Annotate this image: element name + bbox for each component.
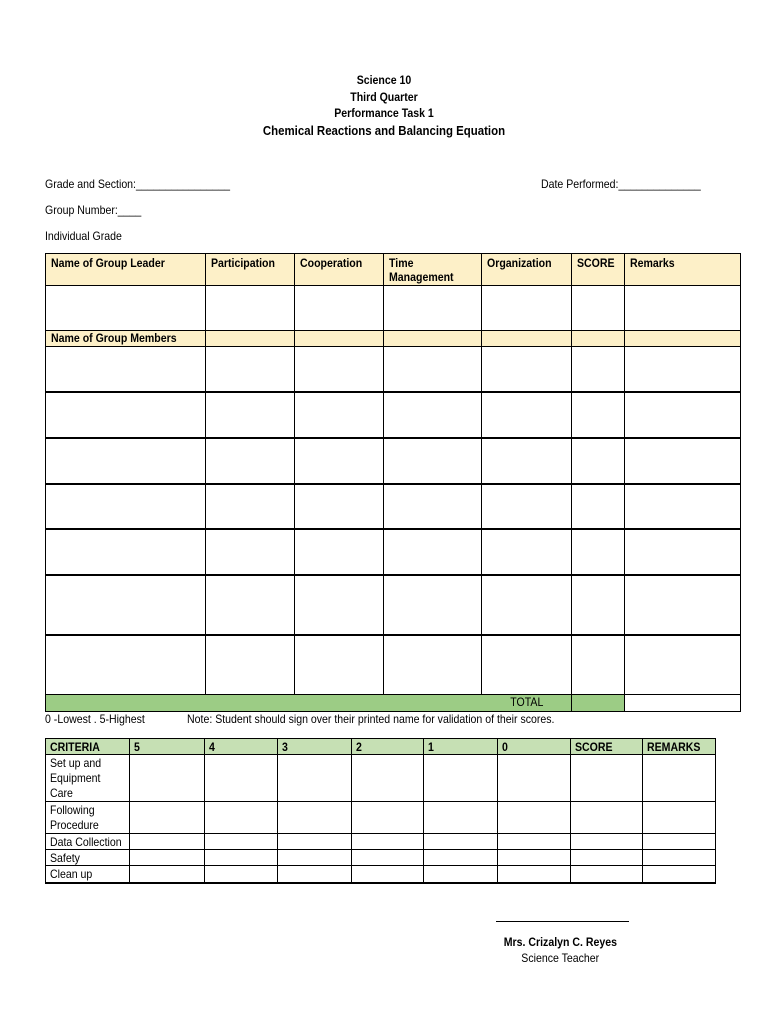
grade-cell[interactable] — [295, 575, 384, 635]
score-cell[interactable] — [572, 438, 625, 484]
leader-row — [46, 286, 741, 331]
grade-cell[interactable] — [482, 575, 572, 635]
teacher-name: Mrs. Crizalyn C. Reyes — [503, 935, 617, 949]
grade-table-header — [46, 254, 741, 286]
rating-cell[interactable] — [205, 834, 278, 850]
subject-title: Science 10 — [356, 73, 412, 87]
grade-cell[interactable] — [295, 347, 384, 392]
grade-cell[interactable] — [206, 484, 295, 529]
score-cell[interactable] — [572, 286, 625, 331]
remarks-cell[interactable] — [625, 347, 741, 392]
score-cell[interactable] — [572, 484, 625, 529]
grade-cell[interactable] — [482, 484, 572, 529]
grade-cell[interactable] — [295, 484, 384, 529]
grade-cell[interactable] — [295, 286, 384, 331]
rating-cell[interactable] — [498, 834, 571, 850]
member-row — [46, 484, 741, 529]
grade-cell[interactable] — [384, 484, 482, 529]
rating-4-header: 4 — [205, 739, 278, 755]
remarks-cell[interactable] — [625, 529, 741, 575]
rating-cell[interactable] — [498, 850, 571, 866]
criteria-label: Safety — [46, 850, 130, 866]
member-name-cell[interactable] — [46, 635, 206, 695]
document-header — [0, 72, 768, 140]
grade-cell[interactable] — [482, 392, 572, 438]
criteria-header: CRITERIA — [46, 739, 130, 755]
rating-cell[interactable] — [278, 755, 352, 802]
criteria-table — [45, 738, 716, 884]
rating-cell[interactable] — [498, 802, 571, 834]
members-label: Name of Group Members — [46, 331, 206, 347]
grade-cell[interactable] — [295, 392, 384, 438]
remarks-cell[interactable] — [625, 286, 741, 331]
rating-cell[interactable] — [205, 802, 278, 834]
grade-cell[interactable] — [206, 575, 295, 635]
member-row — [46, 529, 741, 575]
grade-cell[interactable] — [384, 286, 482, 331]
rating-cell[interactable] — [352, 850, 424, 866]
grade-cell[interactable] — [384, 347, 482, 392]
rating-cell[interactable] — [130, 755, 205, 802]
remarks-cell[interactable] — [625, 575, 741, 635]
grade-cell[interactable] — [295, 635, 384, 695]
grade-cell[interactable] — [295, 438, 384, 484]
member-name-cell[interactable] — [46, 347, 206, 392]
grade-cell[interactable] — [295, 529, 384, 575]
topic-title: Chemical Reactions and Balancing Equation — [262, 122, 506, 138]
score-cell[interactable] — [571, 850, 643, 866]
remarks-cell[interactable] — [625, 635, 741, 695]
rating-cell[interactable] — [352, 866, 424, 883]
grade-cell[interactable] — [206, 438, 295, 484]
rating-cell[interactable] — [498, 866, 571, 883]
remarks-cell[interactable] — [643, 834, 716, 850]
grading-scale: 0 -Lowest . 5-Highest — [45, 712, 145, 726]
grade-cell[interactable] — [206, 635, 295, 695]
criteria-row — [46, 834, 716, 850]
score-cell[interactable] — [572, 635, 625, 695]
members-header-row — [46, 331, 741, 347]
score-cell[interactable] — [572, 575, 625, 635]
member-name-cell[interactable] — [46, 484, 206, 529]
rating-0-header: 0 — [498, 739, 571, 755]
rating-5-header: 5 — [130, 739, 205, 755]
individual-grade-label: Individual Grade — [45, 229, 122, 243]
grade-cell[interactable] — [384, 529, 482, 575]
score-cell[interactable] — [572, 347, 625, 392]
remarks-header: REMARKS — [643, 739, 716, 755]
total-remarks-cell[interactable] — [625, 695, 741, 712]
header-score: SCORE — [572, 254, 625, 286]
grade-section-field: Grade and Section:________________ — [45, 177, 230, 191]
rating-cell[interactable] — [352, 802, 424, 834]
individual-grade-table — [45, 253, 741, 712]
header-time-management: Time Management — [384, 254, 482, 286]
rating-cell[interactable] — [352, 755, 424, 802]
grade-cell[interactable] — [206, 347, 295, 392]
member-row — [46, 392, 741, 438]
rating-cell[interactable] — [424, 755, 498, 802]
grade-cell[interactable] — [482, 635, 572, 695]
rating-cell[interactable] — [205, 850, 278, 866]
score-cell[interactable] — [571, 866, 643, 883]
header-participation: Participation — [206, 254, 295, 286]
header-group-leader: Name of Group Leader — [46, 254, 206, 286]
rating-cell[interactable] — [130, 834, 205, 850]
quarter-title: Third Quarter — [350, 89, 418, 104]
header-remarks: Remarks — [625, 254, 741, 286]
remarks-cell[interactable] — [625, 438, 741, 484]
leader-name-cell[interactable] — [46, 286, 206, 331]
criteria-row — [46, 866, 716, 883]
rating-cell[interactable] — [205, 755, 278, 802]
criteria-label: Following Procedure — [46, 802, 130, 834]
grade-cell[interactable] — [206, 392, 295, 438]
criteria-header-row — [46, 739, 716, 755]
criteria-row — [46, 802, 716, 834]
rating-cell[interactable] — [352, 834, 424, 850]
criteria-row — [46, 755, 716, 802]
grade-cell[interactable] — [482, 438, 572, 484]
grade-cell[interactable] — [384, 438, 482, 484]
total-label: TOTAL — [46, 695, 572, 712]
member-row — [46, 635, 741, 695]
grade-cell[interactable] — [206, 529, 295, 575]
rating-cell[interactable] — [498, 755, 571, 802]
rating-cell[interactable] — [424, 866, 498, 883]
score-cell[interactable] — [571, 802, 643, 834]
remarks-cell[interactable] — [643, 866, 716, 883]
criteria-label: Clean up — [46, 866, 130, 883]
score-cell[interactable] — [571, 755, 643, 802]
member-row — [46, 438, 741, 484]
grade-cell[interactable] — [482, 529, 572, 575]
grade-cell[interactable] — [384, 392, 482, 438]
grade-cell[interactable] — [482, 286, 572, 331]
validation-note: Note: Student should sign over their printed name for validation of their scores. — [187, 712, 555, 726]
date-performed-field: Date Performed:______________ — [541, 177, 701, 191]
remarks-cell[interactable] — [625, 484, 741, 529]
signature-line — [496, 921, 629, 922]
rating-cell[interactable] — [424, 850, 498, 866]
grade-cell[interactable] — [384, 635, 482, 695]
rating-cell[interactable] — [130, 866, 205, 883]
rating-cell[interactable] — [278, 850, 352, 866]
rating-cell[interactable] — [130, 850, 205, 866]
rating-cell[interactable] — [130, 802, 205, 834]
score-cell[interactable] — [571, 834, 643, 850]
member-row — [46, 347, 741, 392]
remarks-cell[interactable] — [625, 392, 741, 438]
score-cell[interactable] — [572, 392, 625, 438]
member-name-cell[interactable] — [46, 529, 206, 575]
criteria-label: Data Collection — [46, 834, 130, 850]
remarks-cell[interactable] — [643, 755, 716, 802]
criteria-row — [46, 850, 716, 866]
total-row — [46, 695, 741, 712]
header-organization: Organization — [482, 254, 572, 286]
grade-cell[interactable] — [206, 286, 295, 331]
rating-1-header: 1 — [424, 739, 498, 755]
rating-cell[interactable] — [205, 866, 278, 883]
member-name-cell[interactable] — [46, 438, 206, 484]
rating-cell[interactable] — [278, 834, 352, 850]
teacher-role: Science Teacher — [521, 951, 599, 965]
scale-note — [45, 712, 554, 726]
remarks-cell[interactable] — [643, 850, 716, 866]
rating-cell[interactable] — [424, 834, 498, 850]
group-number-field: Group Number:____ — [45, 203, 142, 217]
header-cooperation: Cooperation — [295, 254, 384, 286]
criteria-label: Set up and Equipment Care — [46, 755, 130, 802]
rating-2-header: 2 — [352, 739, 424, 755]
grade-cell[interactable] — [384, 575, 482, 635]
total-score-cell[interactable] — [572, 695, 625, 712]
rating-cell[interactable] — [278, 866, 352, 883]
grade-cell[interactable] — [482, 347, 572, 392]
rating-cell[interactable] — [424, 802, 498, 834]
score-cell[interactable] — [572, 529, 625, 575]
member-row — [46, 575, 741, 635]
member-name-cell[interactable] — [46, 575, 206, 635]
rating-cell[interactable] — [278, 802, 352, 834]
score-header: SCORE — [571, 739, 643, 755]
member-name-cell[interactable] — [46, 392, 206, 438]
rating-3-header: 3 — [278, 739, 352, 755]
remarks-cell[interactable] — [643, 802, 716, 834]
task-title: Performance Task 1 — [334, 106, 434, 120]
